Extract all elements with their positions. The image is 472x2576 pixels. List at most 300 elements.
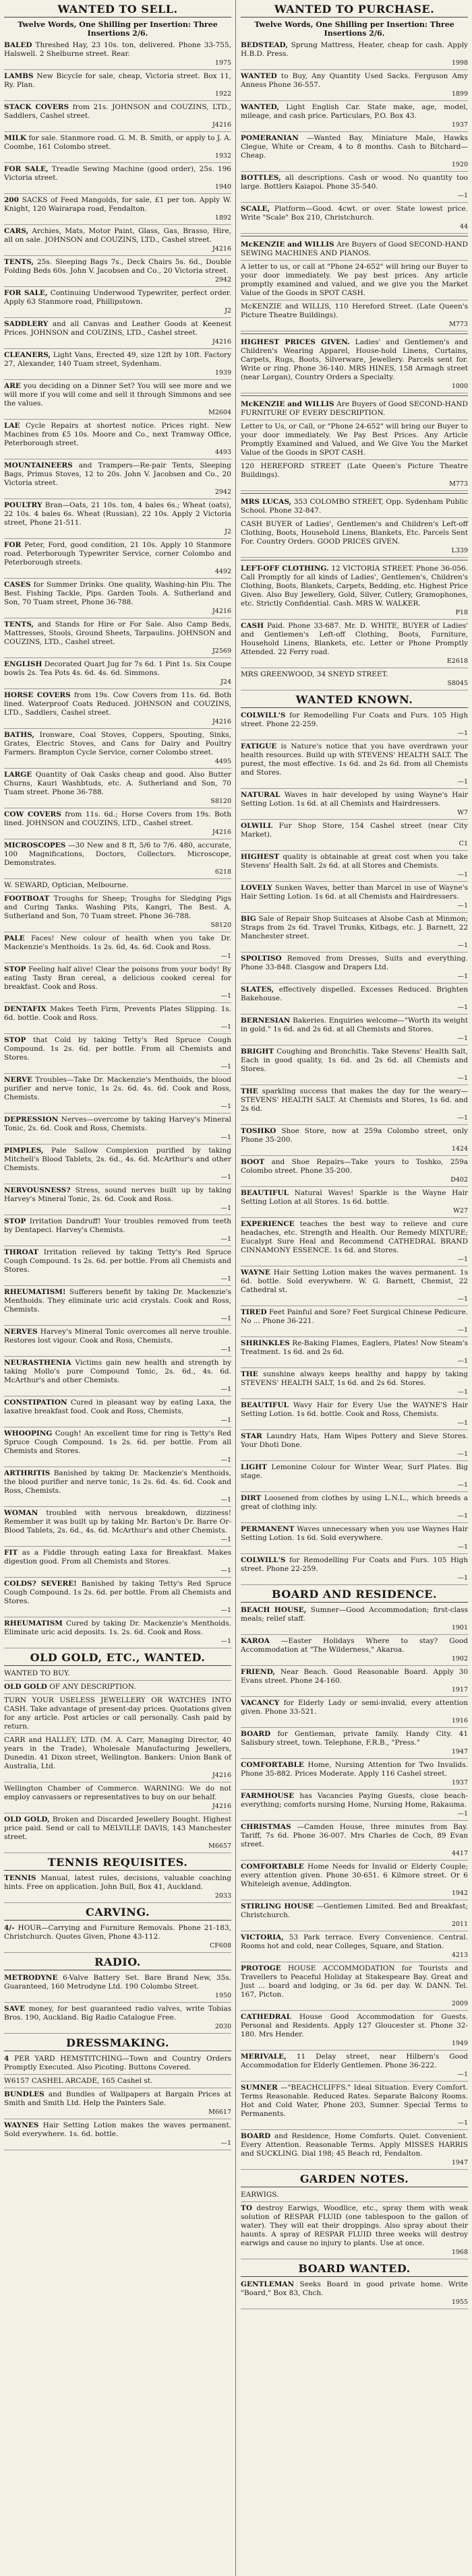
ad-reference: 1917 xyxy=(451,1686,468,1694)
ad-reference: W7 xyxy=(457,809,468,816)
ad-text: CASH BUYER of Ladies', Gentlemen's and Children's Left-off Clothing, Boots, Household Linens, Blankets, Etc. Parcels Sent For. Country Orders. GOOD PRICES GIVEN. xyxy=(241,520,468,546)
classified-ad xyxy=(241,460,468,491)
ad-reference: —1 xyxy=(457,730,468,737)
classified-ad xyxy=(4,163,231,194)
classified-ad xyxy=(4,70,231,101)
ad-text: destroy Earwigs, Woodlice, etc., spray them with weak solution of RESPAR FLUID (one tablespoon to the gallon of water). They will eat their droppings. Also spray about their haunts. A spray of RESPAR FLUID three weeks will destroy earwigs and cause no injury to plants. Use at once. xyxy=(241,2204,469,2247)
ad-text: Continuing Underwood Typewriter, perfect order. Apply 63 Stanmore road, Phillipstown. xyxy=(4,289,231,306)
classified-ad xyxy=(241,709,468,740)
ad-reference: —1 xyxy=(457,1419,468,1427)
ad-lead: STACK COVERS xyxy=(4,103,69,111)
ad-text: is Nature's notice that you have overdrawn your health resources. Build up with STEVENS' HEALTH SALT. The purest, the most effective. 1s 6d. and 2s 6d. from all Chemists and Stores. xyxy=(241,742,468,777)
ad-lead: 4 xyxy=(4,2055,9,2063)
ad-lead: FATIGUE xyxy=(241,742,277,750)
classified-ad xyxy=(4,2075,231,2088)
ad-lead: FOOTBOAT xyxy=(4,895,50,903)
section-heading: WANTED KNOWN. xyxy=(241,690,468,708)
ad-text: Stress, sound nerves built up by taking Harvey's Mineral Tonic, 2s. 6d. Cook and Ross. xyxy=(4,1186,232,1203)
ad-lead: TO xyxy=(241,2204,252,2212)
ad-reference: 2033 xyxy=(214,1892,231,1900)
ad-text: Natural Waves! Sparkle is the Wayne Hair Setting Lotion at all Stores. 1s 6d. bottle. xyxy=(241,1189,468,1206)
ad-text: Bran—Oats, 21 10s. ton, 4 bales 6s.; Wheat (oats), 22 10s. 4 bales 6s. Wheat (Russian), 22 10s. Apply 2 Victoria street, Phone 21-511. xyxy=(4,501,231,527)
ad-lead: WHOOPING xyxy=(4,1429,53,1438)
ad-reference: 1998 xyxy=(451,59,468,67)
ad-text: Are Buyers of Good SECOND-HAND FURNITURE OF EVERY DESCRIPTION. xyxy=(241,400,468,417)
left-column xyxy=(4,0,231,2150)
classified-ad xyxy=(241,2011,468,2051)
classified-ad xyxy=(241,1962,468,2011)
ad-reference: —1 xyxy=(220,1235,231,1243)
ad-lead: FOR xyxy=(4,541,22,549)
ad-lead: DENTAFIX xyxy=(4,1005,47,1013)
ad-lead: RHEUMATISM xyxy=(4,1619,63,1628)
ad-text: Faces! New colour of health when you take Dr. Mackenzie's Menthoids. 1s 2s. 6d, 4s. 6d. Cook and Ross. xyxy=(4,934,231,951)
ad-reference: E2618 xyxy=(446,657,468,665)
ad-text: Harvey's Mineral Tonic overcomes all nerve trouble. Restores lost vigour. Cook and Ross, Chemists. xyxy=(4,1328,231,1345)
column-divider xyxy=(235,0,236,2576)
ad-text: Threshed Hay, 23 10s. ton, delivered. Phone 33-755, Halswell. 2 Shelburne street. Rear. xyxy=(4,41,231,58)
classified-ad xyxy=(241,39,468,70)
classified-ad xyxy=(4,1034,231,1074)
ad-text: PER YARD HEMSTITCHING—Town and Country Orders Promptly Executed. Also Picoting. Buttons Covered. xyxy=(4,2055,231,2071)
ad-lead: POULTRY xyxy=(4,501,42,509)
ad-lead: NATURAL xyxy=(241,791,281,799)
classified-ad xyxy=(4,132,231,163)
ad-reference: —1 xyxy=(457,1543,468,1551)
ad-reference: J24 xyxy=(220,678,231,686)
section-rule xyxy=(241,333,468,334)
classified-ad xyxy=(241,1728,468,1759)
classified-ad xyxy=(4,1667,231,1681)
ad-lead: STOP xyxy=(4,965,26,973)
ad-text: Hair Setting Lotion makes the waves permanent. 1s 6d. bottle. Sold everywhere. W. G. Barnett, Chemist, 22 Cathedral st. xyxy=(241,1268,469,1294)
ad-text: and Bundles of Wallpapers at Bargain Prices at Smith and Smith Ltd. Help the Painters Sale. xyxy=(4,2090,231,2107)
ad-text: Shoe Store, now at 259a Colombo street, only Phone 35-200. xyxy=(241,1127,468,1144)
ad-reference: —1 xyxy=(220,1315,231,1322)
classified-ad xyxy=(4,2088,231,2119)
classified-ad xyxy=(241,496,468,518)
ad-lead: SHRINKLES xyxy=(241,1339,290,1347)
ad-lead: SCALE, xyxy=(241,205,270,213)
ad-reference: 4417 xyxy=(451,1850,468,1857)
classified-ad xyxy=(241,238,468,261)
classified-ad xyxy=(241,1666,468,1697)
classified-ad xyxy=(4,1578,231,1617)
ad-text: sunshine always keeps healthy and happy by taking STEVENS' HEALTH SALT, 1s 6d. and 2s 6d. Stores. xyxy=(241,1370,468,1387)
classified-ad xyxy=(4,808,231,839)
ad-reference: —1 xyxy=(457,192,468,199)
ad-reference: J4216 xyxy=(212,608,231,615)
ad-text: Platform—Good. 4cwt. or over. State lowest price. Write "Scale" Box 210, Christchurch. xyxy=(241,205,469,222)
classified-ad xyxy=(4,1547,231,1578)
ad-reference: 1947 xyxy=(451,2159,468,2166)
ad-text: Feeling half alive! Clear the poisons from your body! By eating Tasty Bran cereal, a delicious cooked cereal for breakfast. Cook and Ross. xyxy=(4,965,231,991)
ad-lead: WANTED xyxy=(241,72,277,80)
classified-ad xyxy=(241,132,468,172)
ad-text: Banished by taking Dr. Mackenzie's Menthoids, the blood purifier and nerve tonic, 1s 2s. 6d. 4s. 6d. Cook and Ross, Chemists. xyxy=(4,1469,231,1495)
ad-reference: 1937 xyxy=(451,121,468,129)
ad-text: all descriptions. Cash or wood. No quantity too large. Bottlers Kaiapoi. Phone 35-540. xyxy=(241,174,468,191)
ad-lead: PERMANENT xyxy=(241,1525,295,1533)
ad-lead: SAVE xyxy=(4,2005,26,2013)
ad-reference: J2569 xyxy=(212,647,231,655)
ad-reference: 1901 xyxy=(451,1624,468,1632)
ad-lead: ARE xyxy=(4,382,21,390)
ad-lead: COLWILL'S xyxy=(241,1556,286,1564)
classified-ad xyxy=(241,2202,468,2259)
ad-reference: 1424 xyxy=(451,1145,468,1153)
ad-reference: —1 xyxy=(457,1295,468,1303)
ad-reference: —1 xyxy=(220,1456,231,1464)
ad-lead: SUMNER xyxy=(241,2084,278,2092)
ad-text: OF ANY DESCRIPTION. xyxy=(49,1683,136,1691)
classified-ad xyxy=(241,740,468,789)
section-heading: CARVING. xyxy=(4,1903,231,1921)
ad-reference: J4216 xyxy=(212,829,231,836)
classified-ad xyxy=(241,953,468,984)
ad-text: Manual, latest rules, decisions, valuable coaching hints. Free on application. John Bull, Box 41, Auckland. xyxy=(4,1874,232,1891)
ad-lead: BEACH HOUSE, xyxy=(241,1606,307,1614)
ad-reference: P18 xyxy=(455,609,468,616)
ad-lead: VACANCY xyxy=(241,1699,280,1707)
ad-reference: —1 xyxy=(220,1275,231,1283)
classified-ad xyxy=(241,2130,468,2170)
classified-ad xyxy=(241,70,468,101)
ad-text: Light English Car. State make, age, model, mileage, and cash price. Particulars, P.O. Box 43. xyxy=(241,103,468,120)
ad-lead: MILK xyxy=(4,134,27,142)
ad-lead: WAYNES xyxy=(4,2121,39,2129)
classified-ad xyxy=(241,1790,468,1821)
ad-lead: THROAT xyxy=(4,1248,38,1256)
classified-ad xyxy=(4,287,231,318)
ad-lead: LEFT-OFF CLOTHING. xyxy=(241,565,329,573)
ad-lead: DEPRESSION xyxy=(4,1116,59,1124)
ad-lead: TENNIS xyxy=(4,1874,36,1882)
ad-reference: 1968 xyxy=(451,2249,468,2256)
classified-ad xyxy=(4,1681,231,1694)
ad-lead: CHRISTMAS xyxy=(241,1823,291,1831)
ad-lead: COW COVERS xyxy=(4,810,61,818)
ad-text: Wavy Hair for Every Use the WAYNE'S Hair Setting Lotion. 1s 6d. bottle. Cook and Ross, Chemists. xyxy=(241,1401,468,1418)
ad-text: Re-Baking Flames, Eaglers, Plates! Now Steam's Treatment. 1s 6d. and 2s 6d. xyxy=(241,1339,469,1356)
ad-lead: COLWILL'S xyxy=(241,711,286,719)
ad-reference: —1 xyxy=(457,2119,468,2127)
ad-reference: —1 xyxy=(220,1134,231,1141)
ad-reference: 1922 xyxy=(214,90,231,98)
ad-text: 25s. Sleeping Bags 7s., Deck Chairs 5s. 6d., Double Folding Beds 60s. John V. Jacobsen and Co., 20 Victoria street. xyxy=(4,258,232,275)
ad-lead: PALE xyxy=(4,934,25,942)
ad-lead: FRIEND, xyxy=(241,1668,276,1676)
classified-ad xyxy=(4,39,231,70)
section-heading: WANTED TO SELL. xyxy=(4,0,231,18)
ad-reference: 1950 xyxy=(214,1992,231,1999)
ad-reference: —1 xyxy=(457,1450,468,1458)
ad-lead: McKENZIE and WILLIS xyxy=(241,240,334,249)
ad-reference: M773 xyxy=(449,321,468,328)
ad-text: sparkling success that makes the day for the weary—STEVENS' HEALTH SALT. At Chemists and Stores, 1s 6d. and 2s 6d. xyxy=(241,1087,468,1113)
ad-lead: GENTLEMAN xyxy=(241,2280,295,2288)
classified-ad xyxy=(4,1114,231,1145)
classified-ad xyxy=(4,1872,231,1903)
classified-ad xyxy=(4,1427,231,1467)
classified-ad xyxy=(241,1125,468,1156)
ad-lead: WOMAN xyxy=(4,1509,38,1517)
ad-text: —Gentlemen Limited. Bed and Breakfast; Christchurch. xyxy=(241,1902,468,1919)
ad-text: Cured in pleasant way by eating Laxa, the laxative breakfast food. Cook and Ross, Chemists. xyxy=(4,1398,231,1415)
classified-ad xyxy=(4,1286,231,1326)
ad-lead: CLEANERS, xyxy=(4,351,51,359)
classified-ad xyxy=(4,194,231,225)
classified-ad xyxy=(4,932,231,963)
ad-text: Irritation relieved by taking Tetty's Red Spruce Cough Compound. 1s 2s. 6d. per bottle. From all Chemists and Stores. xyxy=(4,1248,232,1274)
ad-text: Peter, Ford, good condition, 21 10s. Apply 10 Stanmore road. Peterborough Typewriter Service, corner Colombo and Peterborough streets. xyxy=(4,541,231,567)
ad-reference: W27 xyxy=(453,1207,468,1215)
right-column xyxy=(241,0,468,2309)
ad-lead: FARMHOUSE xyxy=(241,1792,295,1800)
ad-text: —"BEACHCLIFFS." Ideal Situation. Every Comfort. Terms Reasonable. Reduced Rates. Separate Balcony Rooms. Hot and Cold Water, Phone 203, Sumner. Special Terms to Permanents. xyxy=(241,2084,468,2118)
classified-ad xyxy=(4,318,231,349)
ad-reference: 4493 xyxy=(214,449,231,456)
ad-lead: NERVOUSNESS? xyxy=(4,1186,71,1194)
ad-lead: CONSTIPATION xyxy=(4,1398,67,1407)
ad-lead: BALED xyxy=(4,41,32,49)
ad-reference: 1899 xyxy=(451,90,468,98)
ad-lead: NERVES xyxy=(4,1328,38,1336)
classified-ad xyxy=(241,1635,468,1666)
classified-ad xyxy=(4,769,231,808)
ad-reference: —1 xyxy=(220,1346,231,1353)
ad-reference: —1 xyxy=(457,1357,468,1365)
ad-text: TURN YOUR USELESS JEWELLERY OR WATCHES INTO CASH. Take advantage of present-day prices. Quotations given for any article. Post articles or call personally. Cash paid by return. xyxy=(4,1696,231,1731)
classified-ad xyxy=(4,1813,231,1853)
ad-reference: —1 xyxy=(457,1004,468,1011)
ad-lead: BUNDLES xyxy=(4,2090,45,2098)
ad-text: Broken and Discarded Jewellery Bought. Highest price paid. Send or call to MELVILLE DAVIS, 143 Manchester street. xyxy=(4,1815,231,1841)
ad-reference: —1 xyxy=(457,1256,468,1263)
ad-reference: S8120 xyxy=(210,922,231,929)
ad-text: Victims gain new health and strength by taking Mollo's pure Compound Tonic, 2s. 6d., 4s. 6d. McArthur's and other Chemists. xyxy=(4,1359,232,1384)
ad-reference: C1 xyxy=(459,840,468,847)
ad-text: Laundry Hats, Ham Wipes Pottery and Sieve Stores. Your Dhoti Done. xyxy=(241,1432,469,1449)
ad-lead: ARTHRITIS xyxy=(4,1469,51,1477)
ad-reference: —1 xyxy=(220,1638,231,1645)
ad-reference: —1 xyxy=(457,1512,468,1520)
ad-reference: —1 xyxy=(220,1536,231,1543)
ad-text: for Summer Drinks. One quality, Washing-hin Plu. The Best. Fishing Tackle, Pips. Garden Tools. A. Sutherland and Son, 70 Tuam street, Phone 36-788. xyxy=(4,581,231,606)
ad-reference: —1 xyxy=(457,1114,468,1122)
ad-lead: THE xyxy=(241,1087,258,1095)
ad-lead: BOOT xyxy=(241,1158,265,1166)
classified-ad xyxy=(4,1922,231,1953)
section-heading: GARDEN NOTES. xyxy=(241,2170,468,2187)
classified-ad xyxy=(241,1697,468,1728)
ad-text: effectively dispelled. Excesses Reduced. Brighten Bakehouse. xyxy=(241,986,468,1002)
ad-text: Irritation Dandruff! Your troubles removed from teeth by Dentapeci. Harvey's Chemists. xyxy=(4,1217,231,1234)
classified-ad xyxy=(4,689,231,729)
ad-lead: HIGHEST PRICES GIVEN. xyxy=(241,338,350,346)
classified-ad xyxy=(241,1931,468,1962)
ad-text: Wellington Chamber of Commerce. WARNING: We do not employ canvassers or representatives to buy on our behalf. xyxy=(4,1784,231,1801)
ad-text: for sale. Stanmore road. G. M. B. Smith, or apply to J. A. Coombe, 161 Colombo street. xyxy=(4,134,232,151)
rate-note: Twelve Words, One Shilling per Insertion: Three Insertions 2/6. xyxy=(254,20,454,38)
classified-ad xyxy=(241,1156,468,1187)
ad-reference: —1 xyxy=(220,1417,231,1424)
ad-reference: —1 xyxy=(457,778,468,785)
ad-reference: 1940 xyxy=(214,183,231,191)
ad-text: HOUR—Carrying and Furniture Removals. Phone 21-183, Christchurch. Quotes Given, Phone 43-112. xyxy=(4,1924,231,1941)
classified-ad xyxy=(4,1215,231,1246)
ad-lead: FIT xyxy=(4,1549,18,1557)
ad-text: for Remodelling Fur Coats and Furs. 105 High street. Phone 22-259. xyxy=(241,711,468,728)
rate-note: Twelve Words, One Shilling per Insertion: Three Insertions 2/6. xyxy=(18,20,218,38)
ad-reference: 4213 xyxy=(451,1952,468,1959)
classified-ad xyxy=(4,1396,231,1427)
classified-ad xyxy=(241,882,468,913)
classified-ad xyxy=(241,1266,468,1306)
classified-ad xyxy=(241,518,468,558)
ad-reference: D402 xyxy=(450,1176,468,1184)
ad-reference: 1955 xyxy=(451,2298,468,2306)
classified-ad xyxy=(4,579,231,618)
ad-reference: —1 xyxy=(220,1607,231,1614)
classified-ad xyxy=(241,668,468,690)
classified-ad xyxy=(4,1617,231,1648)
classified-ad xyxy=(241,562,468,620)
ad-text: Coughing and Bronchitis. Take Stevens' Health Salt, Each in good quality, 1s 6d. and 2s 6d. all Chemists and Stores. xyxy=(241,1048,468,1073)
ad-text: 6-Valve Battery Set. Bare Brand New, 35s. Guaranteed, 160 Metrodyne Ltd. 190 Colombo Street. xyxy=(4,1974,231,1991)
ad-lead: TIRED xyxy=(241,1308,267,1316)
ad-text: EARWIGS. xyxy=(241,2191,279,2199)
ad-text: Ironware, Coal Stoves, Coppers, Spouting, Sinks, Grates, Electric Stoves, and Cans for Dairy and Poultry Farmers. Brampton Cycle Service, corner Colombo street. xyxy=(4,731,231,756)
ad-reference: —1 xyxy=(220,2139,231,2147)
classified-ad xyxy=(241,101,468,132)
ad-text: MRS GREENWOOD, 34 SNEYD STREET. xyxy=(241,670,388,678)
ad-reference: S8045 xyxy=(447,680,468,687)
ad-lead: VICTORIA, xyxy=(241,1933,284,1941)
ad-text: for Gentleman, private family. Handy City. 41 Salisbury street, town. Telephone, F.R.B., "Press." xyxy=(241,1730,469,1747)
ad-text: Makes Teeth Firm, Prevents Plates Slipping. 1s. 6d. bottle. Cook and Ross. xyxy=(4,1005,231,1022)
ad-text: WANTED TO BUY. xyxy=(4,1669,70,1677)
ad-text: Removed from Dresses, Suits and everything. Phone 33-848. Clasgow and Drapers Ltd. xyxy=(241,955,468,971)
ad-lead: MICROSCOPES xyxy=(4,841,66,849)
classified-ad xyxy=(4,729,231,769)
ad-lead: KAROA xyxy=(241,1637,270,1645)
ad-lead: TENTS, xyxy=(4,258,34,266)
classified-ad xyxy=(241,1187,468,1218)
classified-ad xyxy=(4,349,231,380)
ad-text: troubled with nervous breakdown, dizziness! Remember it was built up by taking Mr. Barton's Dr. Barre Or-Blood Tablets, 2s. 6d., 4s. 6d. McArthur's and other Chemists. xyxy=(4,1509,231,1535)
ad-reference: —1 xyxy=(457,973,468,980)
ad-text: and all Canvas and Leather Goods at Keenest Prices. JOHNSON and COUZINS, LTD., Cashel street. xyxy=(4,320,231,337)
classified-ad xyxy=(4,2053,231,2075)
ad-text: from 11s. 6d.; Horse Covers from 19s. Both lined. JOHNSON and COUZINS, LTD., Cashel street. xyxy=(4,810,231,827)
ad-reference: —1 xyxy=(457,2071,468,2078)
ad-reference: —1 xyxy=(457,1035,468,1042)
ad-reference: —1 xyxy=(457,902,468,909)
ad-reference: —1 xyxy=(220,992,231,1000)
ad-text: that Cold by taking Tetty's Red Spruce Cough Compound. 1s 2s. 6d. per bottle. From all Chemists and Stores. xyxy=(4,1036,231,1062)
ad-reference: 1937 xyxy=(451,1779,468,1786)
classified-ad xyxy=(241,2082,468,2130)
classified-ad xyxy=(241,1492,468,1523)
classified-ad xyxy=(4,658,231,689)
ad-text: CARR and HALLEY, LTD. (M. A. Carr, Managing Director, 40 years in the Trade), Wholesale Manufacturing Jewellers, Dunedin. 41 Dixon street, Wellington. Bankers: Union Bank of Australia, Ltd. xyxy=(4,1736,231,1770)
ad-reference: —1 xyxy=(220,1063,231,1070)
ad-text: 353 COLOMBO STREET, Opp. Sydenham Public School. Phone 32-847. xyxy=(241,498,469,515)
ad-lead: FOR SALE, xyxy=(4,165,49,173)
ad-reference: J4216 xyxy=(212,338,231,346)
classified-ad xyxy=(241,203,468,234)
classified-ad xyxy=(4,256,231,287)
section-heading: RADIO. xyxy=(4,1953,231,1970)
classified-ad xyxy=(241,1399,468,1430)
ad-text: teaches the best way to relieve and cure headaches, etc. Strength and Health. Our Remedy MIXTURE; Eucalypt Sure Heal and Recommend CATHEDRAL BRAND CINNAMONY ESSENCE. 1s 6d. and Stores. xyxy=(241,1220,468,1254)
ad-text: Loosened from clothes by using L.N.L., which breeds a great of clothing inly. xyxy=(241,1494,468,1511)
classified-ad xyxy=(4,963,231,1003)
classified-ad xyxy=(4,225,231,256)
ad-text: and Stands for Hire or For Sale. Also Camp Beds, Mattresses, Stools, Ground Sheets, Tarpaulins. JOHNSON and COUZINS, LTD., Cashel street. xyxy=(4,620,231,646)
ad-text: Feet Painful and Sore? Feet Surgical Chinese Pedicure. No ... Phone 36-221. xyxy=(241,1308,468,1325)
ad-lead: COMFORTABLE xyxy=(241,1761,304,1769)
section-heading: BOARD AND RESIDENCE. xyxy=(241,1585,468,1603)
ad-text: money, for best guaranteed radio valves, write Tobias Bros. 190, Auckland. Big Radio Catalogue Free. xyxy=(4,2005,231,2022)
ad-reference: 1942 xyxy=(451,1890,468,1897)
section-rule xyxy=(241,493,468,494)
classified-ad xyxy=(241,261,468,300)
ad-text: Lemonine Colour for Winter Wear, Surf Plates. Big stage. xyxy=(241,1463,468,1480)
classified-ad xyxy=(4,2119,231,2150)
ad-text: 53 Park terrace. Every Convenience. Central. Rooms hot and cold, near Colleges, Square, and Station. xyxy=(241,1933,468,1950)
classified-ad xyxy=(4,1003,231,1034)
ad-text: Quantity of Oak Casks cheap and good. Also Butter Churns, Kauri Washbtuds, etc. A. Sutherland and Son, 70 Tuam street. Phone 36-788. xyxy=(4,771,231,796)
ad-text: quality is obtainable at great cost when you take Stevens' Health Salt. 2s 6d. at all Stores and Chemists. xyxy=(241,853,468,870)
ad-reference: —1 xyxy=(220,1567,231,1574)
ad-lead: POMERANIAN xyxy=(241,134,299,142)
classified-ad xyxy=(241,1085,468,1125)
ad-reference: J2 xyxy=(225,528,231,536)
classified-ad xyxy=(4,459,231,499)
classified-ad xyxy=(241,620,468,668)
classified-ad xyxy=(4,1782,231,1813)
ad-text: 12 VICTORIA STREET. Phone 36-056. Call Promptly for all kinds of Ladies', Gentlemen's, Children's Clothing, Boots, Blankets, Carpets, Bedding, etc. Highest Price Given. Also Buy Jewellery, Gold, Silver, Cutlery, Gramophones, etc. Strictly Confidential. Cash. MRS W. WALKER. xyxy=(241,565,468,608)
classified-ad xyxy=(4,1184,231,1215)
classified-ad xyxy=(241,820,468,851)
ad-reference: —1 xyxy=(220,1204,231,1212)
ad-text: as a Fiddle through eating Laxa for Breakfast. Makes digestion good. From all Chemists and Stores. xyxy=(4,1549,231,1566)
ad-lead: FOR SALE, xyxy=(4,289,48,297)
classified-ad xyxy=(4,420,231,459)
ad-lead: WANTED, xyxy=(241,103,280,111)
ad-lead: OLD GOLD xyxy=(4,1683,47,1691)
ad-lead: BERNESIAN xyxy=(241,1017,291,1025)
ad-lead: MOUNTAINEERS xyxy=(4,461,73,470)
classified-ad xyxy=(241,1306,468,1337)
ad-text: Cured by taking Dr. Mackenzie's Menthoids. Eliminate uric acid deposits. 1s. 2s. 6d. Cook and Ross. xyxy=(4,1619,231,1636)
classified-ad xyxy=(4,1246,231,1286)
ad-text: House Good Accommodation for Guests. Personal and Residents. Apply 127 Gloucester st. Phone 32-180. Mrs Hender. xyxy=(241,2013,468,2038)
ad-lead: BATHS, xyxy=(4,731,35,739)
ad-text: —Camden House, three minutes from Bay. Tariff, 7s 6d. Phone 36-007. Mrs Charles de Coch, 89 Evan street. xyxy=(241,1823,468,1848)
ad-lead: CATHEDRAL xyxy=(241,2013,292,2021)
ad-reference: J4216 xyxy=(212,718,231,726)
classified-ad xyxy=(241,1430,468,1461)
ad-lead: NEURASTHENIA xyxy=(4,1359,71,1367)
classified-ad xyxy=(4,1734,231,1782)
classified-ad xyxy=(4,618,231,658)
ad-reference: —1 xyxy=(457,1481,468,1489)
classified-ad xyxy=(4,539,231,579)
ad-lead: 4/- xyxy=(4,1924,15,1932)
